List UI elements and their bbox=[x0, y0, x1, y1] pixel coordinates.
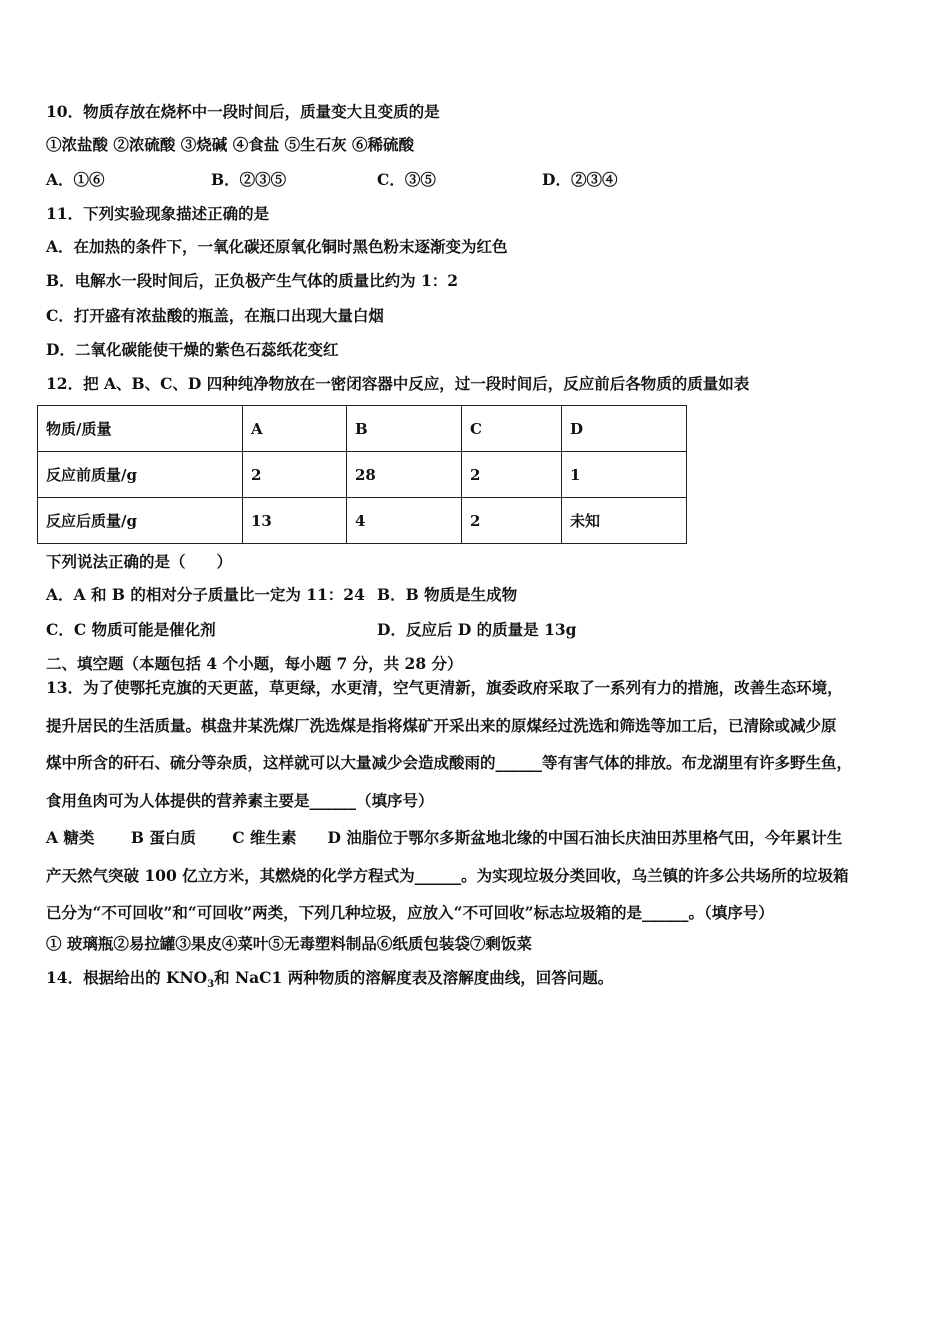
section-heading: 二、填空题（本题包括 4 个小题，每小题 7 分，共 28 分） bbox=[46, 654, 463, 673]
q11-option-a: A．在加热的条件下，一氧化碳还原氧化铜时黑色粉末逐渐变为红色 bbox=[46, 237, 508, 256]
q14-subscript: 3 bbox=[207, 979, 215, 991]
q13-line: 13．为了使鄂托克旗的天更蓝，草更绿，水更清，空气更清新，旗委政府采取了一系列有力的措施，改善生态环境， bbox=[46, 678, 843, 697]
q12-option-a: A．A 和 B 的相对分子质量比一定为 11：24 bbox=[46, 585, 365, 604]
q12-option-b: B．B 物质是生成物 bbox=[377, 585, 518, 604]
table-header-cell: C bbox=[462, 406, 562, 452]
table-row bbox=[38, 498, 687, 544]
q13-line: 煤中所含的矸石、硫分等杂质，这样就可以大量减少会造成酸雨的______等有害气体的排放。布龙湖里有许多野生鱼， bbox=[46, 753, 853, 772]
q13-line: 食用鱼肉可为人体提供的营养素主要是______（填序号） bbox=[46, 790, 434, 810]
q12-option-c: C．C 物质可能是催化剂 bbox=[46, 620, 216, 639]
q10-items: ①浓盐酸 ②浓硫酸 ③烧碱 ④食盐 ⑤生石灰 ⑥稀硫酸 bbox=[46, 135, 414, 154]
table-cell: 2 bbox=[462, 452, 562, 498]
q10-option-d: D．②③④ bbox=[542, 170, 618, 189]
q12-option-d: D．反应后 D 的质量是 13g bbox=[377, 620, 577, 639]
table-cell: 反应后质量/g bbox=[38, 498, 243, 544]
table-cell: 2 bbox=[462, 498, 562, 544]
table-header-cell: A bbox=[243, 406, 347, 452]
q13-line: A 糖类 B 蛋白质 C 维生素 D 油脂位于鄂尔多斯盆地北缘的中国石油长庆油田苏里格气田，今年累计生 bbox=[46, 828, 843, 847]
table-cell: 反应前质量/g bbox=[38, 452, 243, 498]
q12-prompt: 下列说法正确的是（ ） bbox=[46, 552, 233, 571]
q13-paragraph bbox=[46, 669, 906, 932]
q11-stem: 11．下列实验现象描述正确的是 bbox=[46, 204, 270, 223]
table-cell: 28 bbox=[347, 452, 462, 498]
q10-option-b: B．②③⑤ bbox=[211, 170, 287, 189]
q13-line: 已分为“不可回收”和“可回收”两类，下列几种垃圾，应放入“不可回收”标志垃圾箱的是______。（填序号） bbox=[46, 903, 774, 922]
q10-stem: 10．物质存放在烧杯中一段时间后，质量变大且变质的是 bbox=[46, 102, 440, 121]
q13-line: 产天然气突破 100 亿立方米，其燃烧的化学方程式为______。为实现垃圾分类回收，乌兰镇的许多公共场所的垃圾箱 bbox=[46, 865, 849, 885]
q14-text-post: 和 NaC1 两种物质的溶解度表及溶解度曲线，回答问题。 bbox=[214, 968, 614, 987]
mass-table bbox=[37, 405, 687, 544]
table-header-cell: B bbox=[347, 406, 462, 452]
q14-text-pre: 14．根据给出的 KNO bbox=[46, 968, 208, 987]
q11-option-b: B．电解水一段时间后，正负极产生气体的质量比约为 1：2 bbox=[46, 271, 459, 290]
table-cell: 4 bbox=[347, 498, 462, 544]
q11-option-c: C．打开盛有浓盐酸的瓶盖，在瓶口出现大量白烟 bbox=[46, 306, 384, 325]
q14-stem bbox=[46, 968, 613, 995]
q13-line: 提升居民的生活质量。棋盘井某洗煤厂洗选煤是指将煤矿开采出来的原煤经过洗选和筛选等加工后，已清除或减少原 bbox=[46, 715, 837, 735]
table-cell: 13 bbox=[243, 498, 347, 544]
q10-option-a: A．①⑥ bbox=[46, 170, 105, 189]
table-row bbox=[38, 452, 687, 498]
table-cell: 未知 bbox=[562, 498, 687, 544]
q10-option-c: C．③⑤ bbox=[377, 170, 436, 189]
table-cell: 1 bbox=[562, 452, 687, 498]
table-header-cell: 物质/质量 bbox=[38, 406, 243, 452]
q12-stem: 12．把 A、B、C、D 四种纯净物放在一密闭容器中反应，过一段时间后，反应前后各物质的质量如表 bbox=[46, 374, 750, 393]
table-header-cell: D bbox=[562, 406, 687, 452]
table-header-row bbox=[38, 406, 687, 452]
q11-option-d: D．二氧化碳能使干燥的紫色石蕊纸花变红 bbox=[46, 340, 339, 359]
q13-items: ① 玻璃瓶②易拉罐③果皮④菜叶⑤无毒塑料制品⑥纸质包装袋⑦剩饭菜 bbox=[46, 934, 532, 953]
table-cell: 2 bbox=[243, 452, 347, 498]
